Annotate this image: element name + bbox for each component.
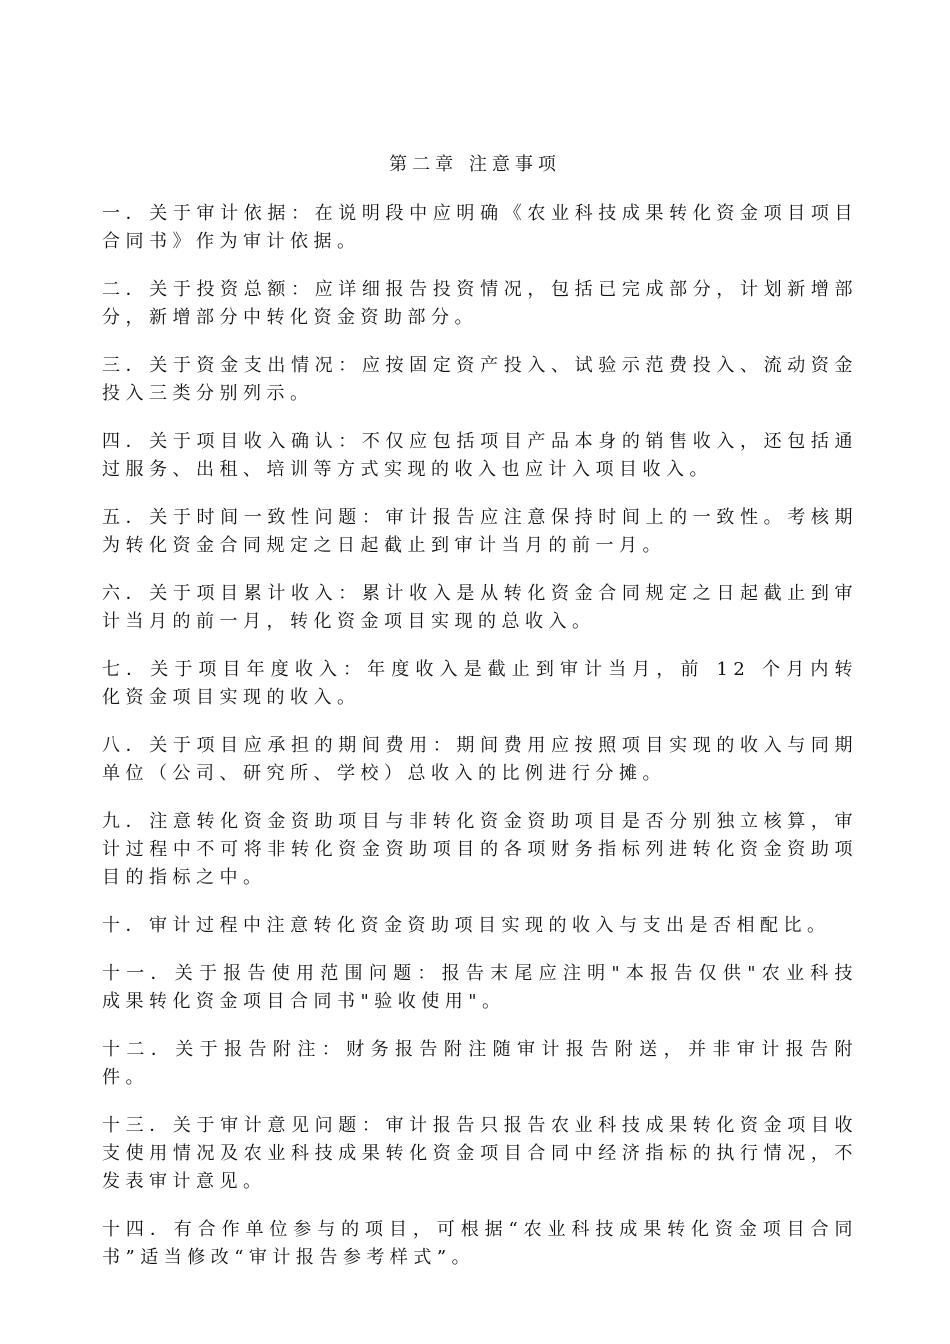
notice-item-11: 十一．关于报告使用范围问题：报告末尾应注明"本报告仅供"农业科技成果转化资金项目合同书"验收使用"。 [102, 963, 858, 1012]
chapter-title: 第二章 注意事项 [389, 154, 561, 175]
notice-item-14: 十四．有合作单位参与的项目，可根据“农业科技成果转化资金项目合同书”适当修改“审计报告参考样式”。 [102, 1219, 858, 1268]
notice-item-13: 十三．关于审计意见问题：审计报告只报告农业科技成果转化资金项目收支使用情况及农业科技成果转化资金项目合同中经济指标的执行情况，不发表审计意见。 [102, 1115, 858, 1192]
notice-item-7: 七．关于项目年度收入：年度收入是截止到审计当月，前 12 个月内转化资金项目实现的收入。 [102, 659, 858, 708]
notice-item-9: 九．注意转化资金资助项目与非转化资金资助项目是否分别独立核算，审计过程中不可将非转化资金资助项目的各项财务指标列进转化资金资助项目的指标之中。 [102, 811, 858, 888]
notice-item-8: 八．关于项目应承担的期间费用：期间费用应按照项目实现的收入与同期单位（公司、研究所、学校）总收入的比例进行分摊。 [102, 735, 858, 784]
notice-item-5: 五．关于时间一致性问题：审计报告应注意保持时间上的一致性。考核期为转化资金合同规定之日起截止到审计当月的前一月。 [102, 507, 858, 556]
notice-item-2: 二．关于投资总额：应详细报告投资情况，包括已完成部分，计划新增部分，新增部分中转化资金资助部分。 [102, 279, 858, 328]
notice-item-12: 十二．关于报告附注：财务报告附注随审计报告附送，并非审计报告附件。 [102, 1039, 858, 1088]
notice-item-6: 六．关于项目累计收入：累计收入是从转化资金合同规定之日起截止到审计当月的前一月，转化资金项目实现的总收入。 [102, 583, 858, 632]
notice-item-4: 四．关于项目收入确认：不仅应包括项目产品本身的销售收入，还包括通过服务、出租、培训等方式实现的收入也应计入项目收入。 [102, 431, 858, 480]
notice-item-1: 一．关于审计依据：在说明段中应明确《农业科技成果转化资金项目项目合同书》作为审计依据。 [102, 203, 858, 252]
notice-list [102, 200, 858, 1292]
notice-item-3: 三．关于资金支出情况：应按固定资产投入、试验示范费投入、流动资金投入三类分别列示。 [102, 355, 858, 404]
notice-item-10: 十．审计过程中注意转化资金资助项目实现的收入与支出是否相配比。 [102, 915, 831, 936]
